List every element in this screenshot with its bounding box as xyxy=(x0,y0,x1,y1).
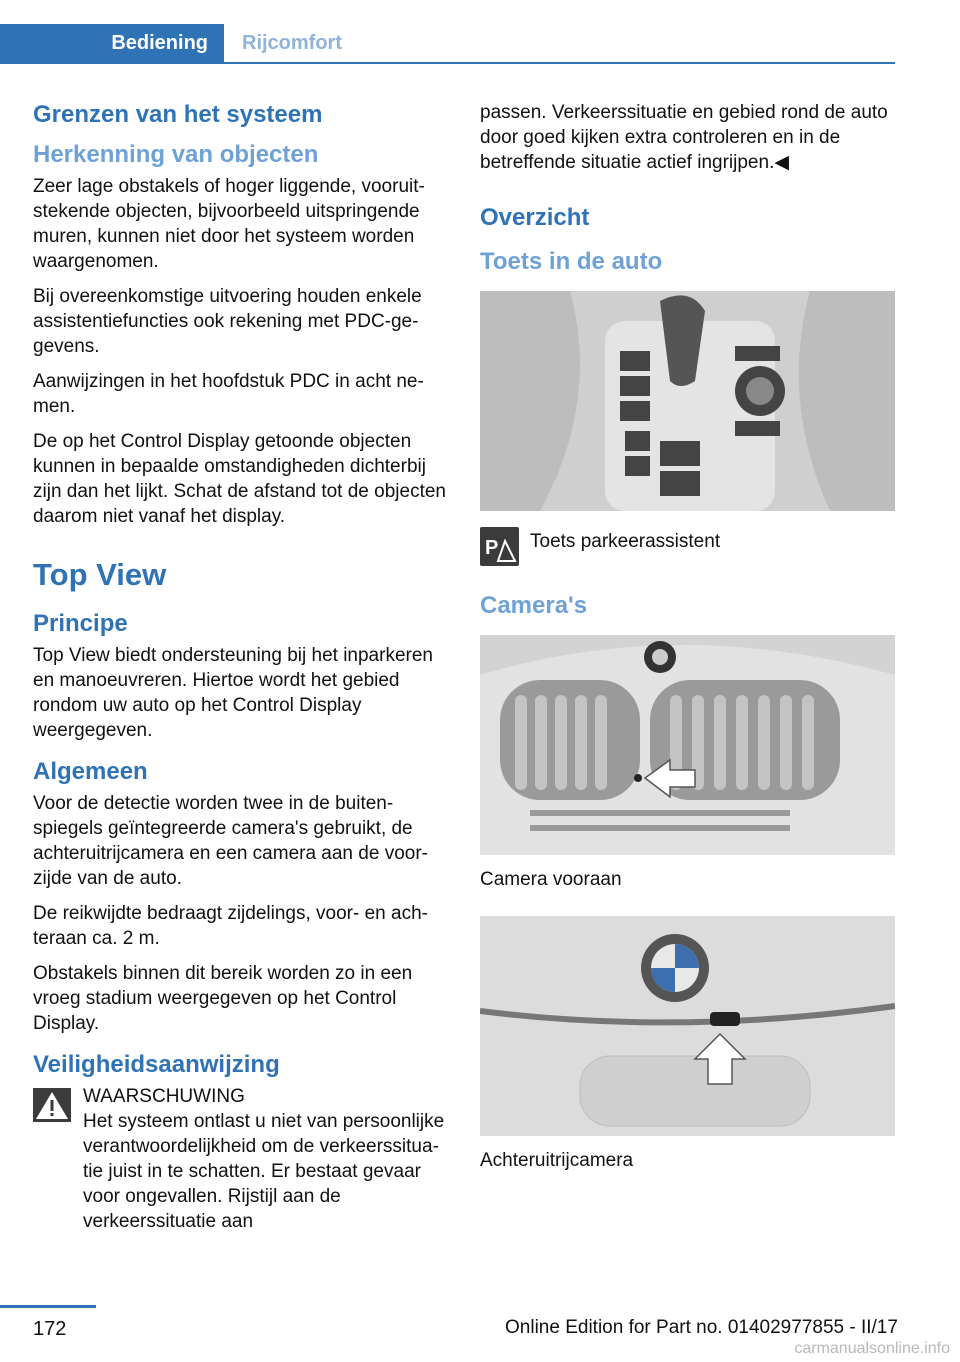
caption-toets-row xyxy=(480,527,895,571)
photo-front-camera xyxy=(480,635,895,855)
warning-text-first-line xyxy=(83,1109,448,1234)
svg-text:P: P xyxy=(485,537,499,559)
paragraph: Top View biedt ondersteuning bij het inparkeren en manoeuvreren. Hiertoe wordt het gebied rondom uw auto op het Control Display weergegeven. xyxy=(33,645,433,741)
warning-text: Het systeem ontlast u niet van persoonlijke verantwoordelijkheid om de verkeerssituatie juist in te schatten. Er bestaat gevaar voor ongevallen. Rijstijl aan de verkeerssituatie aan xyxy=(83,1111,445,1232)
caption-toets: Toets parkeerassistent xyxy=(530,531,721,552)
footer-line xyxy=(0,1305,96,1308)
left-column xyxy=(33,100,448,1236)
paragraph: De op het Control Display getoonde objecten kunnen in bepaalde omstandigheden dichterbij zijn dan het lijkt. Schat de afstand tot de objecten daarom niet vanaf het display. xyxy=(33,431,446,527)
paragraph: Voor de detectie worden twee in de buitenspiegels geïntegreerde camera's gebruikt, de achteruitrijcamera en een camera aan de voorzijde van de auto. xyxy=(33,793,428,889)
edition-text: Online Edition for Part no. 01402977855 - II/17 xyxy=(505,1317,898,1338)
heading-principe: Principe xyxy=(33,610,128,637)
caption-camera-vooraan: Camera vooraan xyxy=(480,869,622,890)
warning-title: WAARSCHUWING xyxy=(83,1086,245,1107)
paragraph: De reikwijdte bedraagt zijdelings, voor- en achteraan ca. 2 m. xyxy=(33,903,428,949)
paragraph: Bij overeenkomstige uitvoering houden enkele assistentiefuncties ook rekening met PDC-gegevens. xyxy=(33,286,422,357)
header-tabbar xyxy=(0,24,895,64)
warning-triangle-icon xyxy=(33,1088,71,1122)
tab-bediening[interactable]: Bediening xyxy=(0,24,224,62)
warning-block xyxy=(33,1084,448,1234)
heading-overzicht: Overzicht xyxy=(480,204,590,231)
photo-rear-camera xyxy=(480,916,895,1136)
right-column xyxy=(480,100,895,1197)
paragraph: Aanwijzingen in het hoofdstuk PDC in acht nemen. xyxy=(33,371,424,417)
paragraph: passen. Verkeerssituatie en gebied rond de auto door goed kijken extra controleren en in de betreffende situatie actief ingrijpen.◀ xyxy=(480,102,888,173)
heading-herkenning: Herkenning van objecten xyxy=(33,141,319,168)
paragraph: Obstakels binnen dit bereik worden zo in een vroeg stadium weergegeven op het Control Display. xyxy=(33,963,413,1034)
heading-cameras: Camera's xyxy=(480,592,588,619)
page-number: 172 xyxy=(33,1318,67,1340)
heading-grenzen: Grenzen van het systeem xyxy=(33,101,323,128)
watermark: carmanualsonline.info xyxy=(794,1340,950,1357)
heading-algemeen: Algemeen xyxy=(33,758,148,785)
caption-achteruitrijcamera: Achteruitrijcamera xyxy=(480,1150,634,1171)
tab-rijcomfort[interactable]: Rijcomfort xyxy=(242,32,342,54)
heading-veiligheidsaanwijzing: Veiligheidsaanwijzing xyxy=(33,1051,280,1078)
parking-assist-icon xyxy=(480,527,519,566)
paragraph: Zeer lage obstakels of hoger liggende, vooruitstekende objecten, bijvoorbeeld uitspringende muren, kunnen niet door het systeem worden waargenomen. xyxy=(33,176,425,272)
heading-top-view: Top View xyxy=(33,557,167,592)
heading-toets: Toets in de auto xyxy=(480,248,663,275)
photo-gear-console xyxy=(480,291,895,511)
